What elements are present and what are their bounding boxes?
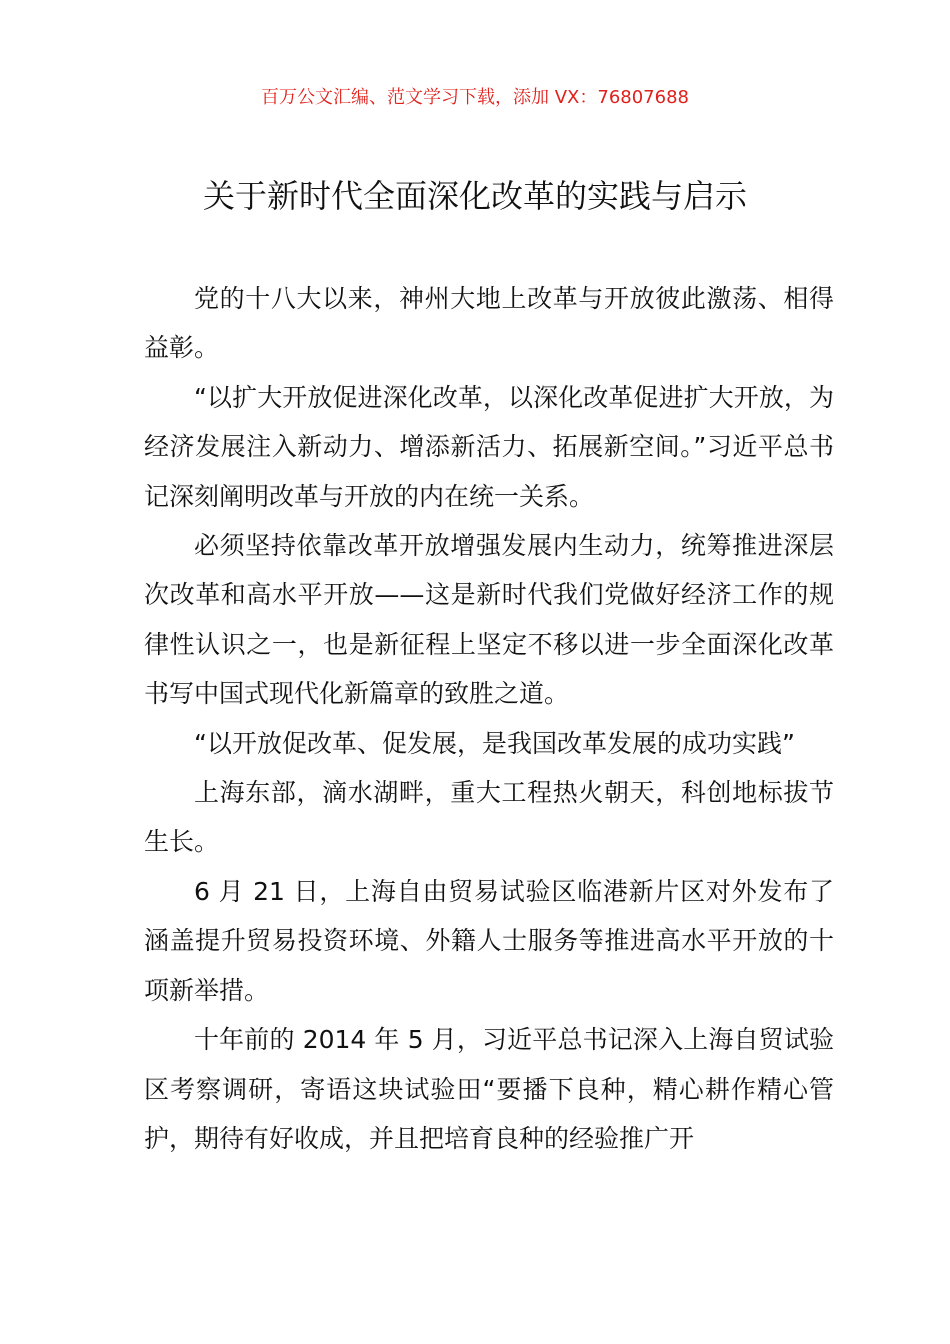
paragraph: 十年前的 2014 年 5 月，习近平总书记深入上海自贸试验区考察调研，寄语这块试验田“要播下良种，精心耕作精心管护，期待有好收成，并且把培育良种的经验推广开 bbox=[144, 1025, 834, 1153]
document-title: 关于新时代全面深化改革的实践与启示 bbox=[202, 177, 747, 215]
paragraph: 上海东部，滴水湖畔，重大工程热火朝天，科创地标拔节生长。 bbox=[144, 778, 834, 857]
document-body bbox=[144, 274, 834, 1163]
paragraph: 6 月 21 日，上海自由贸易试验区临港新片区对外发布了涵盖提升贸易投资环境、外籍人士服务等推进高水平开放的十项新举措。 bbox=[144, 876, 834, 1005]
paragraph: 必须坚持依靠改革开放增强发展内生动力，统筹推进深层次改革和高水平开放——这是新时代我们党做好经济工作的规律性认识之一，也是新征程上坚定不移以进一步全面深化改革书写中国式现代化新篇章的致胜之道。 bbox=[144, 531, 834, 709]
paragraph: “以扩大开放促进深化改革，以深化改革促进扩大开放，为经济发展注入新动力、增添新活力、拓展新空间。”习近平总书记深刻阐明改革与开放的内在统一关系。 bbox=[144, 382, 834, 511]
header-note: 百万公文汇编、范文学习下载，添加 VX：76807688 bbox=[261, 87, 689, 108]
paragraph: “以开放促改革、促发展，是我国改革发展的成功实践” bbox=[194, 728, 795, 758]
paragraph: 党的十八大以来，神州大地上改革与开放彼此激荡、相得益彰。 bbox=[144, 284, 834, 363]
